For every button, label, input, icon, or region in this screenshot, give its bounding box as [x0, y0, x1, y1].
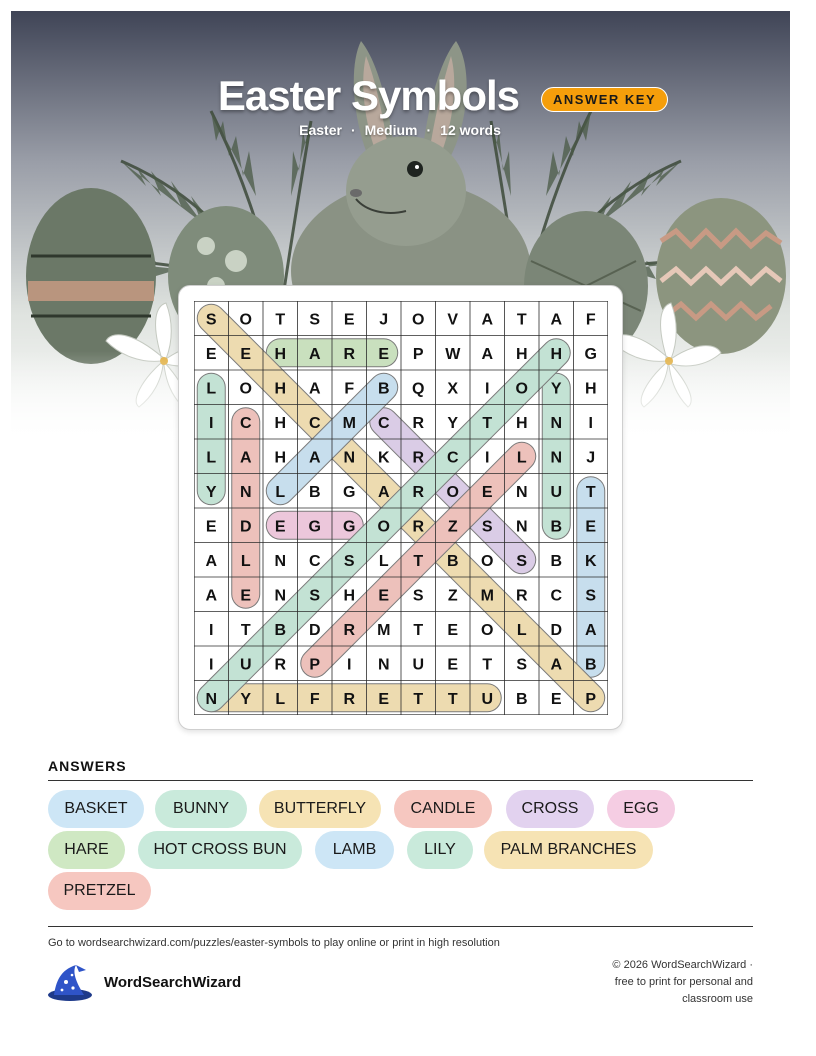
grid-cell: T: [413, 621, 424, 639]
title-row: [0, 72, 816, 120]
grid-cell: E: [481, 483, 493, 501]
grid-cell: R: [343, 621, 356, 639]
grid-cell: C: [239, 414, 252, 432]
grid-cell: T: [413, 690, 424, 708]
grid-cell: M: [342, 414, 356, 432]
puzzle-card: [178, 285, 623, 730]
grid-cell: T: [447, 690, 458, 708]
grid-cell: E: [205, 518, 217, 536]
grid-cell: A: [481, 345, 494, 363]
answer-pill-egg: EGG: [607, 790, 675, 828]
grid-cell: N: [515, 518, 528, 536]
answer-pill-candle: CANDLE: [394, 790, 492, 828]
grid-cell: B: [308, 483, 321, 501]
grid-cell: Y: [447, 414, 459, 432]
meta-word-count: 12 words: [440, 122, 501, 138]
grid-cell: T: [482, 656, 493, 674]
grid-cell: S: [516, 552, 528, 570]
grid-cell: S: [205, 311, 217, 329]
divider: [48, 780, 753, 781]
grid-cell: U: [550, 483, 563, 501]
answer-pill-lamb: LAMB: [315, 831, 394, 869]
grid-cell: H: [274, 414, 287, 432]
grid-cell: V: [447, 311, 459, 329]
grid-cell: F: [585, 311, 596, 329]
grid-cell: E: [447, 656, 459, 674]
grid-cell: A: [308, 380, 321, 398]
grid-cell: O: [239, 380, 252, 398]
grid-cell: N: [274, 552, 287, 570]
grid-cell: G: [584, 345, 597, 363]
grid-cell: Y: [240, 690, 252, 708]
grid-cell: L: [206, 380, 217, 398]
grid-cell: C: [550, 587, 563, 605]
grid-cell: S: [343, 552, 355, 570]
grid-cell: U: [239, 656, 252, 674]
grid-cell: L: [516, 621, 527, 639]
grid-cell: R: [412, 449, 425, 467]
grid-cell: U: [481, 690, 494, 708]
grid-cell: R: [412, 518, 425, 536]
grid-cell: E: [378, 690, 390, 708]
brand-name: WordSearchWizard: [104, 974, 242, 991]
grid-cell: S: [309, 311, 321, 329]
copyright-line: classroom use: [682, 993, 753, 1005]
grid-cell: L: [206, 449, 217, 467]
grid-cell: P: [309, 656, 321, 674]
grid-cell: G: [308, 518, 321, 536]
grid-cell: J: [586, 449, 596, 467]
grid-cell: O: [446, 483, 459, 501]
grid-cell: B: [550, 552, 563, 570]
grid-cell: W: [445, 345, 461, 363]
grid-cell: E: [378, 345, 390, 363]
grid-cell: K: [377, 449, 390, 467]
grid-cell: N: [239, 483, 252, 501]
grid-cell: E: [343, 311, 355, 329]
grid-cell: L: [275, 483, 286, 501]
answer-pill-bunny: BUNNY: [155, 790, 247, 828]
grid-cell: B: [446, 552, 459, 570]
answer-pill-palm-branches: PALM BRANCHES: [484, 831, 653, 869]
grid-cell: X: [447, 380, 459, 398]
grid-cell: R: [515, 587, 528, 605]
grid-cell: Y: [205, 483, 217, 501]
grid-cell: D: [308, 621, 321, 639]
grid-cell: A: [550, 656, 563, 674]
grid-cell: Q: [412, 380, 425, 398]
grid-cell: H: [274, 380, 287, 398]
grid-cell: F: [309, 690, 320, 708]
word-search-grid: [194, 301, 608, 715]
grid-cell: L: [275, 690, 286, 708]
grid-cell: H: [343, 587, 356, 605]
grid-cell: B: [377, 380, 390, 398]
footer-url-text: Go to wordsearchwizard.com/puzzles/easter-symbols to play online or print in high resolution: [48, 937, 500, 949]
grid-cell: S: [412, 587, 424, 605]
page-title: Easter Symbols: [217, 72, 520, 119]
answer-pill-pretzel: PRETZEL: [48, 872, 151, 910]
grid-cell: C: [308, 552, 321, 570]
meta-theme: Easter: [299, 122, 342, 138]
puzzle-meta: Easter · Medium · 12 words: [299, 122, 501, 138]
grid-cell: T: [413, 552, 424, 570]
grid-cell: I: [588, 414, 593, 432]
answers-heading: ANSWERS: [48, 758, 127, 774]
grid-cell: O: [239, 311, 252, 329]
meta-difficulty: Medium: [364, 122, 418, 138]
grid-cell: L: [378, 552, 389, 570]
grid-cell: R: [412, 483, 425, 501]
grid-cell: O: [481, 552, 494, 570]
grid-cell: H: [274, 345, 287, 363]
grid-cell: H: [515, 414, 528, 432]
grid-cell: E: [550, 690, 562, 708]
grid-cell: M: [480, 587, 494, 605]
grid-cell: G: [343, 483, 356, 501]
grid-cell: N: [550, 414, 563, 432]
grid-cell: Z: [447, 587, 458, 605]
answer-pill-cross: CROSS: [506, 790, 594, 828]
grid-cell: T: [240, 621, 251, 639]
grid-cell: A: [308, 449, 321, 467]
grid-cell: A: [584, 621, 597, 639]
answer-pill-hot-cross-bun: HOT CROSS BUN: [138, 831, 302, 869]
grid-cell: U: [412, 656, 425, 674]
grid-cell: A: [239, 449, 252, 467]
grid-cell: D: [550, 621, 563, 639]
divider: [48, 926, 753, 927]
grid-cell: R: [412, 414, 425, 432]
grid-cell: K: [584, 552, 597, 570]
grid-cell: C: [377, 414, 390, 432]
grid-cell: O: [515, 380, 528, 398]
grid-cell: L: [240, 552, 251, 570]
grid-cell: M: [377, 621, 391, 639]
grid-cell: F: [344, 380, 355, 398]
grid-cell: E: [205, 345, 217, 363]
grid-cell: I: [485, 449, 490, 467]
grid-cell: E: [240, 587, 252, 605]
grid-cell: Y: [550, 380, 562, 398]
grid-cell: R: [343, 690, 356, 708]
grid-cell: S: [481, 518, 493, 536]
grid-cell: N: [377, 656, 390, 674]
copyright-notice: [553, 957, 753, 1008]
grid-cell: S: [585, 587, 597, 605]
grid-cell: A: [377, 483, 390, 501]
grid-cell: A: [550, 311, 563, 329]
grid-cell: P: [585, 690, 597, 708]
grid-cell: I: [485, 380, 490, 398]
grid-cell: N: [205, 690, 218, 708]
grid-cell: N: [343, 449, 356, 467]
grid-cell: B: [515, 690, 528, 708]
grid-cell: A: [481, 311, 494, 329]
grid-cell: Z: [447, 518, 458, 536]
grid-cell: H: [550, 345, 563, 363]
grid-cell: J: [379, 311, 389, 329]
grid-cell: I: [209, 656, 214, 674]
grid-cell: R: [343, 345, 356, 363]
grid-cell: B: [274, 621, 287, 639]
grid-cell: E: [274, 518, 286, 536]
grid-cell: C: [446, 449, 459, 467]
answer-pill-lily: LILY: [407, 831, 473, 869]
grid-cell: P: [412, 345, 424, 363]
grid-cell: H: [584, 380, 597, 398]
grid-cell: R: [274, 656, 287, 674]
grid-cell: N: [515, 483, 528, 501]
grid-cell: E: [240, 345, 252, 363]
copyright-line: © 2026 WordSearchWizard ·: [612, 959, 753, 971]
grid-cell: D: [239, 518, 252, 536]
grid-cell: O: [412, 311, 425, 329]
grid-cell: A: [205, 552, 218, 570]
answer-pill-basket: BASKET: [48, 790, 144, 828]
grid-cell: A: [205, 587, 218, 605]
grid-cell: G: [343, 518, 356, 536]
grid-cell: H: [515, 345, 528, 363]
grid-cell: I: [209, 621, 214, 639]
grid-cell: O: [481, 621, 494, 639]
grid-cell: I: [347, 656, 352, 674]
answer-key-badge: ANSWER KEY: [541, 87, 668, 112]
grid-cell: B: [584, 656, 597, 674]
grid-cell: E: [378, 587, 390, 605]
grid-cell: I: [209, 414, 214, 432]
grid-cell: T: [482, 414, 493, 432]
grid-cell: E: [447, 621, 459, 639]
grid-cell: T: [275, 311, 286, 329]
grid-cell: S: [516, 656, 528, 674]
grid-cell: N: [550, 449, 563, 467]
answer-pill-hare: HARE: [48, 831, 125, 869]
grid-cell: C: [308, 414, 321, 432]
grid-cell: T: [516, 311, 527, 329]
grid-cell: L: [516, 449, 527, 467]
wizard-hat-icon: [46, 962, 94, 1007]
answer-pill-butterfly: BUTTERFLY: [259, 790, 381, 828]
copyright-line: free to print for personal and: [614, 976, 753, 988]
grid-cell: S: [309, 587, 321, 605]
grid-cell: O: [377, 518, 390, 536]
grid-cell: E: [585, 518, 597, 536]
grid-cell: T: [585, 483, 596, 501]
grid-cell: N: [274, 587, 287, 605]
grid-cell: B: [550, 518, 563, 536]
grid-cell: A: [308, 345, 321, 363]
grid-cell: H: [274, 449, 287, 467]
